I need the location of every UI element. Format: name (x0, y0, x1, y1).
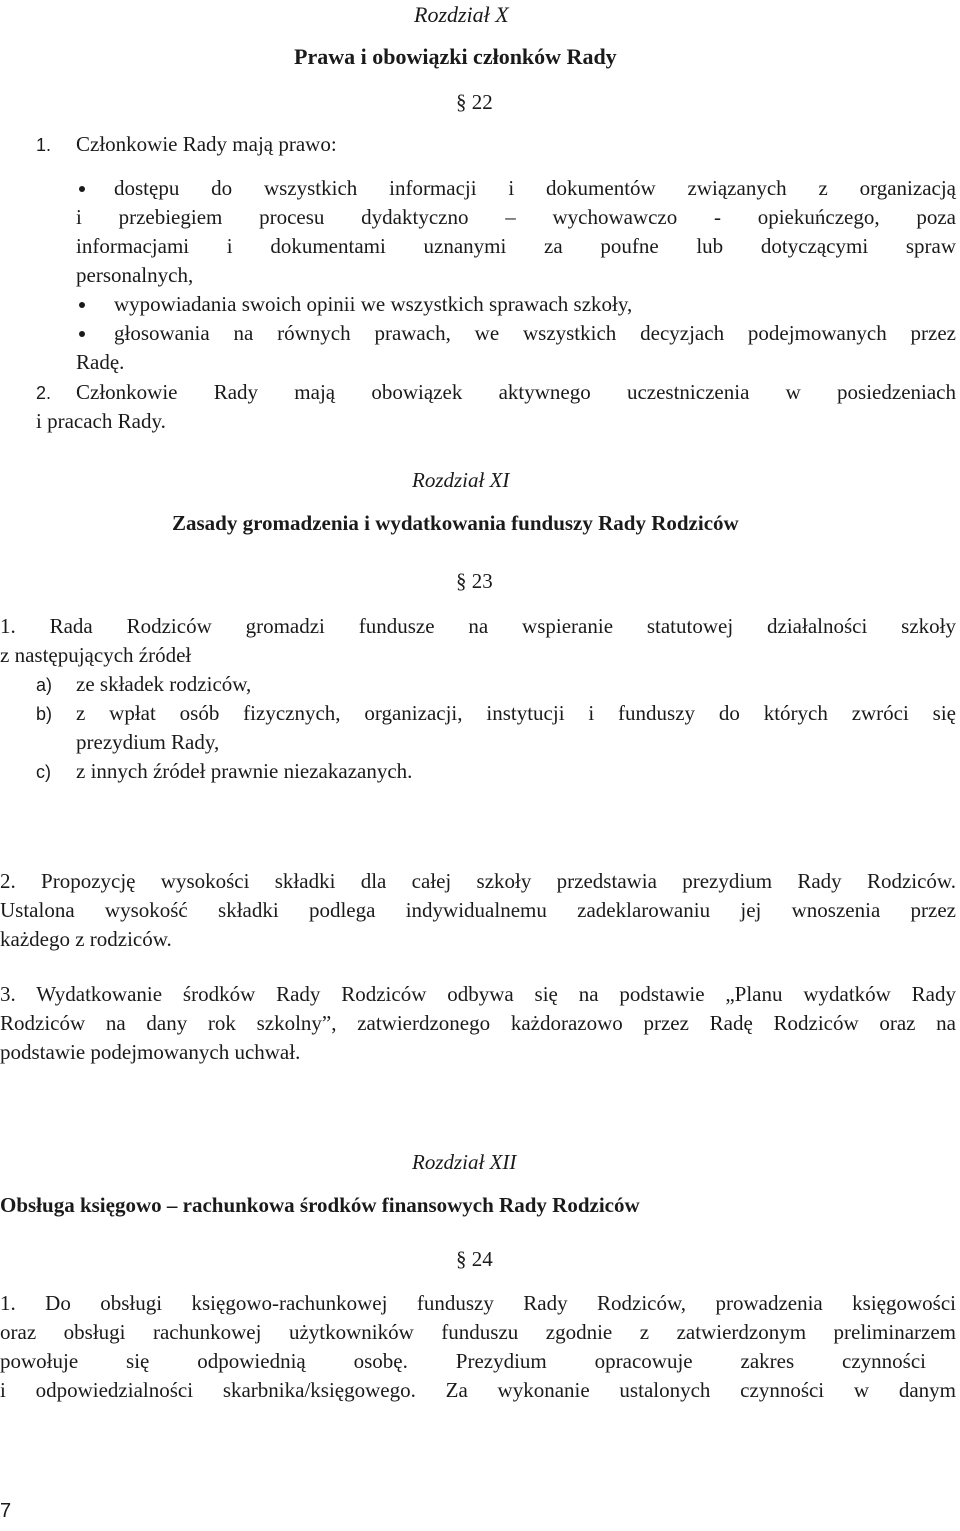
bullet-point (79, 186, 85, 192)
bullet-point (79, 331, 85, 337)
chapter-12-heading: Obsługa księgowo – rachunkowa środków finansowych Rady Rodziców (0, 1193, 640, 1217)
bullet-1-line-3: informacjami i dokumentami uznanymi za poufne lub dotyczącymi spraw (76, 234, 956, 258)
item-2-number: 2. (36, 383, 52, 403)
chapter-10-heading: Prawa i obowiązki członków Rady (294, 44, 617, 69)
bullet-3-line-1: głosowania na równych prawach, we wszystkich decyzjach podejmowanych przez (114, 321, 956, 345)
paragraph-24: § 24 (456, 1247, 493, 1271)
ch11-p3-line-2: Rodziców na dany rok szkolny”, zatwierdzonego każdorazowo przez Radę Rodziców oraz na (0, 1011, 956, 1035)
bullet-2-line-1: wypowiadania swoich opinii we wszystkich sprawach szkoły, (114, 292, 633, 316)
chapter-12-title: Rozdział XII (412, 1150, 517, 1174)
sub-b-line-1: z wpłat osób fizycznych, organizacji, instytucji i funduszy do których zwróci się (76, 701, 956, 725)
item-2-line-1: Członkowie Rady mają obowiązek aktywnego uczestniczenia w posiedzeniach (76, 380, 956, 404)
chapter-11-heading: Zasady gromadzenia i wydatkowania funduszy Rady Rodziców (172, 511, 739, 535)
ch12-p1-line-3: powołuje się odpowiednią osobę. Prezydium opracowuje zakres czynności (0, 1349, 926, 1373)
chapter-11-title: Rozdział XI (412, 468, 510, 492)
sub-a-text: ze składek rodziców, (76, 672, 252, 696)
ch11-p2-line-1: 2. Propozycję wysokości składki dla całej szkoły przedstawia prezydium Rady Rodziców. (0, 869, 956, 893)
item-2-line-2: i pracach Rady. (36, 409, 166, 433)
paragraph-22: § 22 (456, 90, 493, 114)
sub-a-letter: a) (36, 675, 53, 695)
sub-c-letter: c) (36, 762, 51, 782)
ch11-p2-line-2: Ustalona wysokość składki podlega indywidualnemu zadeklarowaniu jej wnoszenia przez (0, 898, 956, 922)
sub-b-letter: b) (36, 704, 53, 724)
sub-b-line-2: prezydium Rady, (76, 730, 220, 754)
bullet-point (79, 302, 85, 308)
item-1-text: Członkowie Rady mają prawo: (76, 132, 337, 156)
ch11-p1-line-2: z następujących źródeł (0, 643, 192, 667)
ch11-p3-line-1: 3. Wydatkowanie środków Rady Rodziców odbywa się na podstawie „Planu wydatków Rady (0, 982, 956, 1006)
item-1-number: 1. (36, 135, 52, 155)
ch12-p1-line-2: oraz obsługi rachunkowej użytkowników funduszu zgodnie z zatwierdzonym preliminarzem (0, 1320, 956, 1344)
bullet-3-line-2: Radę. (76, 350, 125, 374)
ch12-p1-line-4: i odpowiedzialności skarbnika/księgowego. Za wykonanie ustalonych czynności w danym (0, 1378, 956, 1402)
ch11-p3-line-3: podstawie podejmowanych uchwał. (0, 1040, 301, 1064)
sub-c-text: z innych źródeł prawnie niezakazanych. (76, 759, 413, 783)
page-number: 7 (0, 1500, 12, 1522)
ch11-p1-line-1: 1. Rada Rodziców gromadzi fundusze na wspieranie statutowej działalności szkoły (0, 614, 956, 638)
ch12-p1-line-1: 1. Do obsługi księgowo-rachunkowej funduszy Rady Rodziców, prowadzenia księgowości (0, 1291, 956, 1315)
bullet-1-line-2: i przebiegiem procesu dydaktyczno – wychowawczo - opiekuńczego, poza (76, 205, 956, 229)
ch11-p2-line-3: każdego z rodziców. (0, 927, 172, 951)
bullet-1-line-1: dostępu do wszystkich informacji i dokumentów związanych z organizacją (114, 176, 956, 200)
bullet-1-line-4: personalnych, (76, 263, 194, 287)
paragraph-23: § 23 (456, 569, 493, 593)
chapter-10-title: Rozdział X (414, 2, 509, 27)
